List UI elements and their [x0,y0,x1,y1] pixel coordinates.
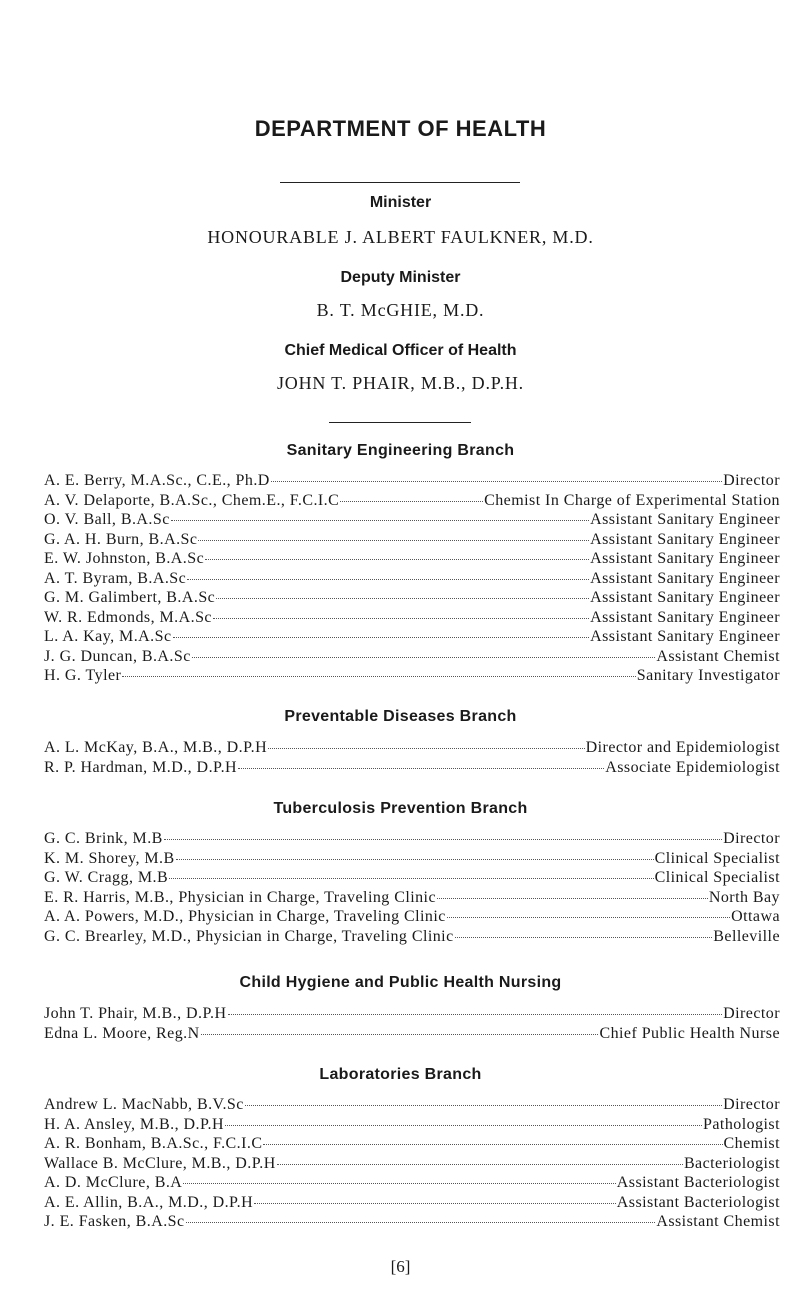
staff-name: H. A. Ansley, M.B., D.P.H [44,1115,225,1133]
staff-title: Assistant Bacteriologist [616,1193,780,1211]
divider-rule-short [329,422,471,423]
section-heading-tuberculosis-prevention: Tuberculosis Prevention Branch [273,800,528,817]
staff-row [44,758,780,778]
dot-leader [447,916,730,918]
staff-row [44,647,780,667]
staff-title: Assistant Sanitary Engineer [590,628,780,645]
staff-name: G. W. Cragg, M.B [44,869,169,886]
staff-row [44,510,780,530]
staff-row [44,491,780,511]
staff-title: Associate Epidemiologist [605,758,780,776]
minister-name: HONOURABLE J. ALBERT FAULKNER, M.D. [207,227,594,247]
staff-title: Director [723,830,780,847]
staff-row [44,1154,780,1174]
dot-leader [201,1033,599,1035]
staff-row [44,868,780,888]
staff-title: Assistant Chemist [656,647,780,665]
staff-row [44,1004,780,1024]
staff-row [44,608,780,628]
staff-name: A. R. Bonham, B.A.Sc., F.C.I.C [44,1135,263,1152]
staff-name: A. A. Powers, M.D., Physician in Charge, Traveling Clinic [44,908,446,925]
minister-heading: Minister [369,194,432,211]
dot-leader [228,1013,723,1015]
staff-title: Assistant Bacteriologist [616,1174,780,1191]
staff-name: O. V. Ball, B.A.Sc [44,511,170,528]
staff-row [44,1024,780,1044]
page-number: [6] [390,1257,411,1276]
dot-leader [205,558,589,560]
staff-title: Assistant Sanitary Engineer [590,589,780,606]
staff-title: Pathologist [703,1115,780,1133]
staff-row [44,1134,780,1154]
staff-list-sanitary-engineering [44,471,780,686]
staff-row [44,549,780,569]
staff-row [44,471,780,491]
dot-leader [198,539,589,541]
dot-leader [186,1221,656,1223]
staff-list-laboratories [44,1095,780,1232]
staff-name: E. R. Harris, M.B., Physician in Charge, Traveling Clinic [44,888,437,906]
section-heading-preventable-diseases: Preventable Diseases Branch [284,708,517,725]
staff-name: J. E. Fasken, B.A.Sc [44,1213,185,1230]
dot-leader [176,858,654,860]
staff-title: Clinical Specialist [654,869,780,886]
staff-title: Chemist In Charge of Experimental Station [484,491,780,509]
dot-leader [187,578,589,580]
staff-name: G. A. H. Burn, B.A.Sc [44,530,198,548]
staff-row [44,569,780,589]
staff-name: W. R. Edmonds, M.A.Sc [44,608,212,626]
staff-title: Assistant Sanitary Engineer [590,550,780,567]
staff-title: Assistant Sanitary Engineer [590,569,780,587]
staff-row [44,1095,780,1115]
staff-name: G. C. Brink, M.B [44,830,163,847]
section-heading-sanitary-engineering: Sanitary Engineering Branch [286,442,515,459]
staff-title: Sanitary Investigator [636,667,780,684]
dot-leader [169,877,653,879]
dot-leader [277,1163,683,1165]
chief-medical-officer-heading: Chief Medical Officer of Health [284,342,517,359]
staff-title: Director [723,1005,780,1022]
dot-leader [171,519,589,521]
staff-row [44,666,780,686]
staff-row [44,849,780,869]
staff-row [44,738,780,758]
staff-row [44,907,780,927]
dot-leader [263,1143,722,1145]
section-heading-child-hygiene: Child Hygiene and Public Health Nursing [239,974,562,991]
staff-title: Assistant Sanitary Engineer [590,511,780,528]
dot-leader [216,597,589,599]
staff-title: Chief Public Health Nurse [599,1024,780,1042]
dot-leader [122,675,635,677]
dot-leader [268,747,585,749]
staff-name: L. A. Kay, M.A.Sc [44,628,172,645]
staff-name: K. M. Shorey, M.B [44,849,175,867]
staff-name: Andrew L. MacNabb, B.V.Sc [44,1096,244,1113]
staff-name: R. P. Hardman, M.D., D.P.H [44,758,238,776]
staff-name: E. W. Johnston, B.A.Sc [44,550,205,567]
staff-name: Wallace B. McClure, M.B., D.P.H [44,1154,276,1172]
staff-row [44,927,780,947]
staff-title: Director [723,472,780,489]
dot-leader [437,897,708,899]
dot-leader [183,1182,615,1184]
staff-title: North Bay [708,888,780,906]
staff-title: Director and Epidemiologist [585,739,780,756]
staff-name: A. L. McKay, B.A., M.B., D.P.H [44,739,268,756]
staff-row [44,627,780,647]
staff-title: Assistant Sanitary Engineer [590,530,780,548]
staff-name: John T. Phair, M.B., D.P.H [44,1005,227,1022]
staff-list-tuberculosis-prevention [44,829,780,946]
staff-name: A. V. Delaporte, B.A.Sc., Chem.E., F.C.I.C [44,491,340,509]
dot-leader [455,936,713,938]
staff-name: G. M. Galimbert, B.A.Sc [44,589,216,606]
staff-name: A. E. Allin, B.A., M.D., D.P.H [44,1193,254,1211]
dot-leader [340,500,483,502]
divider-rule [280,182,520,183]
chief-medical-officer-name: JOHN T. PHAIR, M.B., D.P.H. [277,373,524,393]
dot-leader [271,480,722,482]
dot-leader [173,636,590,638]
staff-title: Chemist [723,1135,780,1152]
staff-name: A. D. McClure, B.A [44,1174,183,1191]
staff-row [44,829,780,849]
staff-list-child-hygiene [44,1004,780,1043]
dot-leader [213,617,589,619]
staff-row [44,588,780,608]
dot-leader [164,838,722,840]
staff-name: A. E. Berry, M.A.Sc., C.E., Ph.D [44,472,270,489]
page-title: DEPARTMENT OF HEALTH [254,116,547,141]
staff-title: Director [723,1096,780,1113]
staff-name: H. G. Tyler [44,667,122,684]
deputy-minister-heading: Deputy Minister [340,269,461,286]
section-heading-laboratories: Laboratories Branch [319,1066,482,1083]
staff-name: G. C. Brearley, M.D., Physician in Charge, Traveling Clinic [44,927,454,945]
staff-row [44,1212,780,1232]
staff-title: Clinical Specialist [654,849,780,867]
staff-name: J. G. Duncan, B.A.Sc [44,647,191,665]
dot-leader [245,1104,722,1106]
dot-leader [254,1202,616,1204]
deputy-minister-name: B. T. McGHIE, M.D. [316,300,485,320]
staff-name: Edna L. Moore, Reg.N [44,1024,200,1042]
staff-title: Assistant Sanitary Engineer [590,608,780,626]
staff-row [44,888,780,908]
staff-list-preventable-diseases [44,738,780,777]
staff-row [44,1173,780,1193]
staff-name: A. T. Byram, B.A.Sc [44,569,187,587]
staff-title: Assistant Chemist [656,1213,780,1230]
staff-title: Ottawa [731,908,780,925]
staff-title: Bacteriologist [683,1154,780,1172]
staff-row [44,1193,780,1213]
staff-row [44,1115,780,1135]
staff-title: Belleville [713,927,780,945]
dot-leader [238,767,604,769]
dot-leader [192,656,656,658]
staff-row [44,530,780,550]
dot-leader [225,1124,702,1126]
